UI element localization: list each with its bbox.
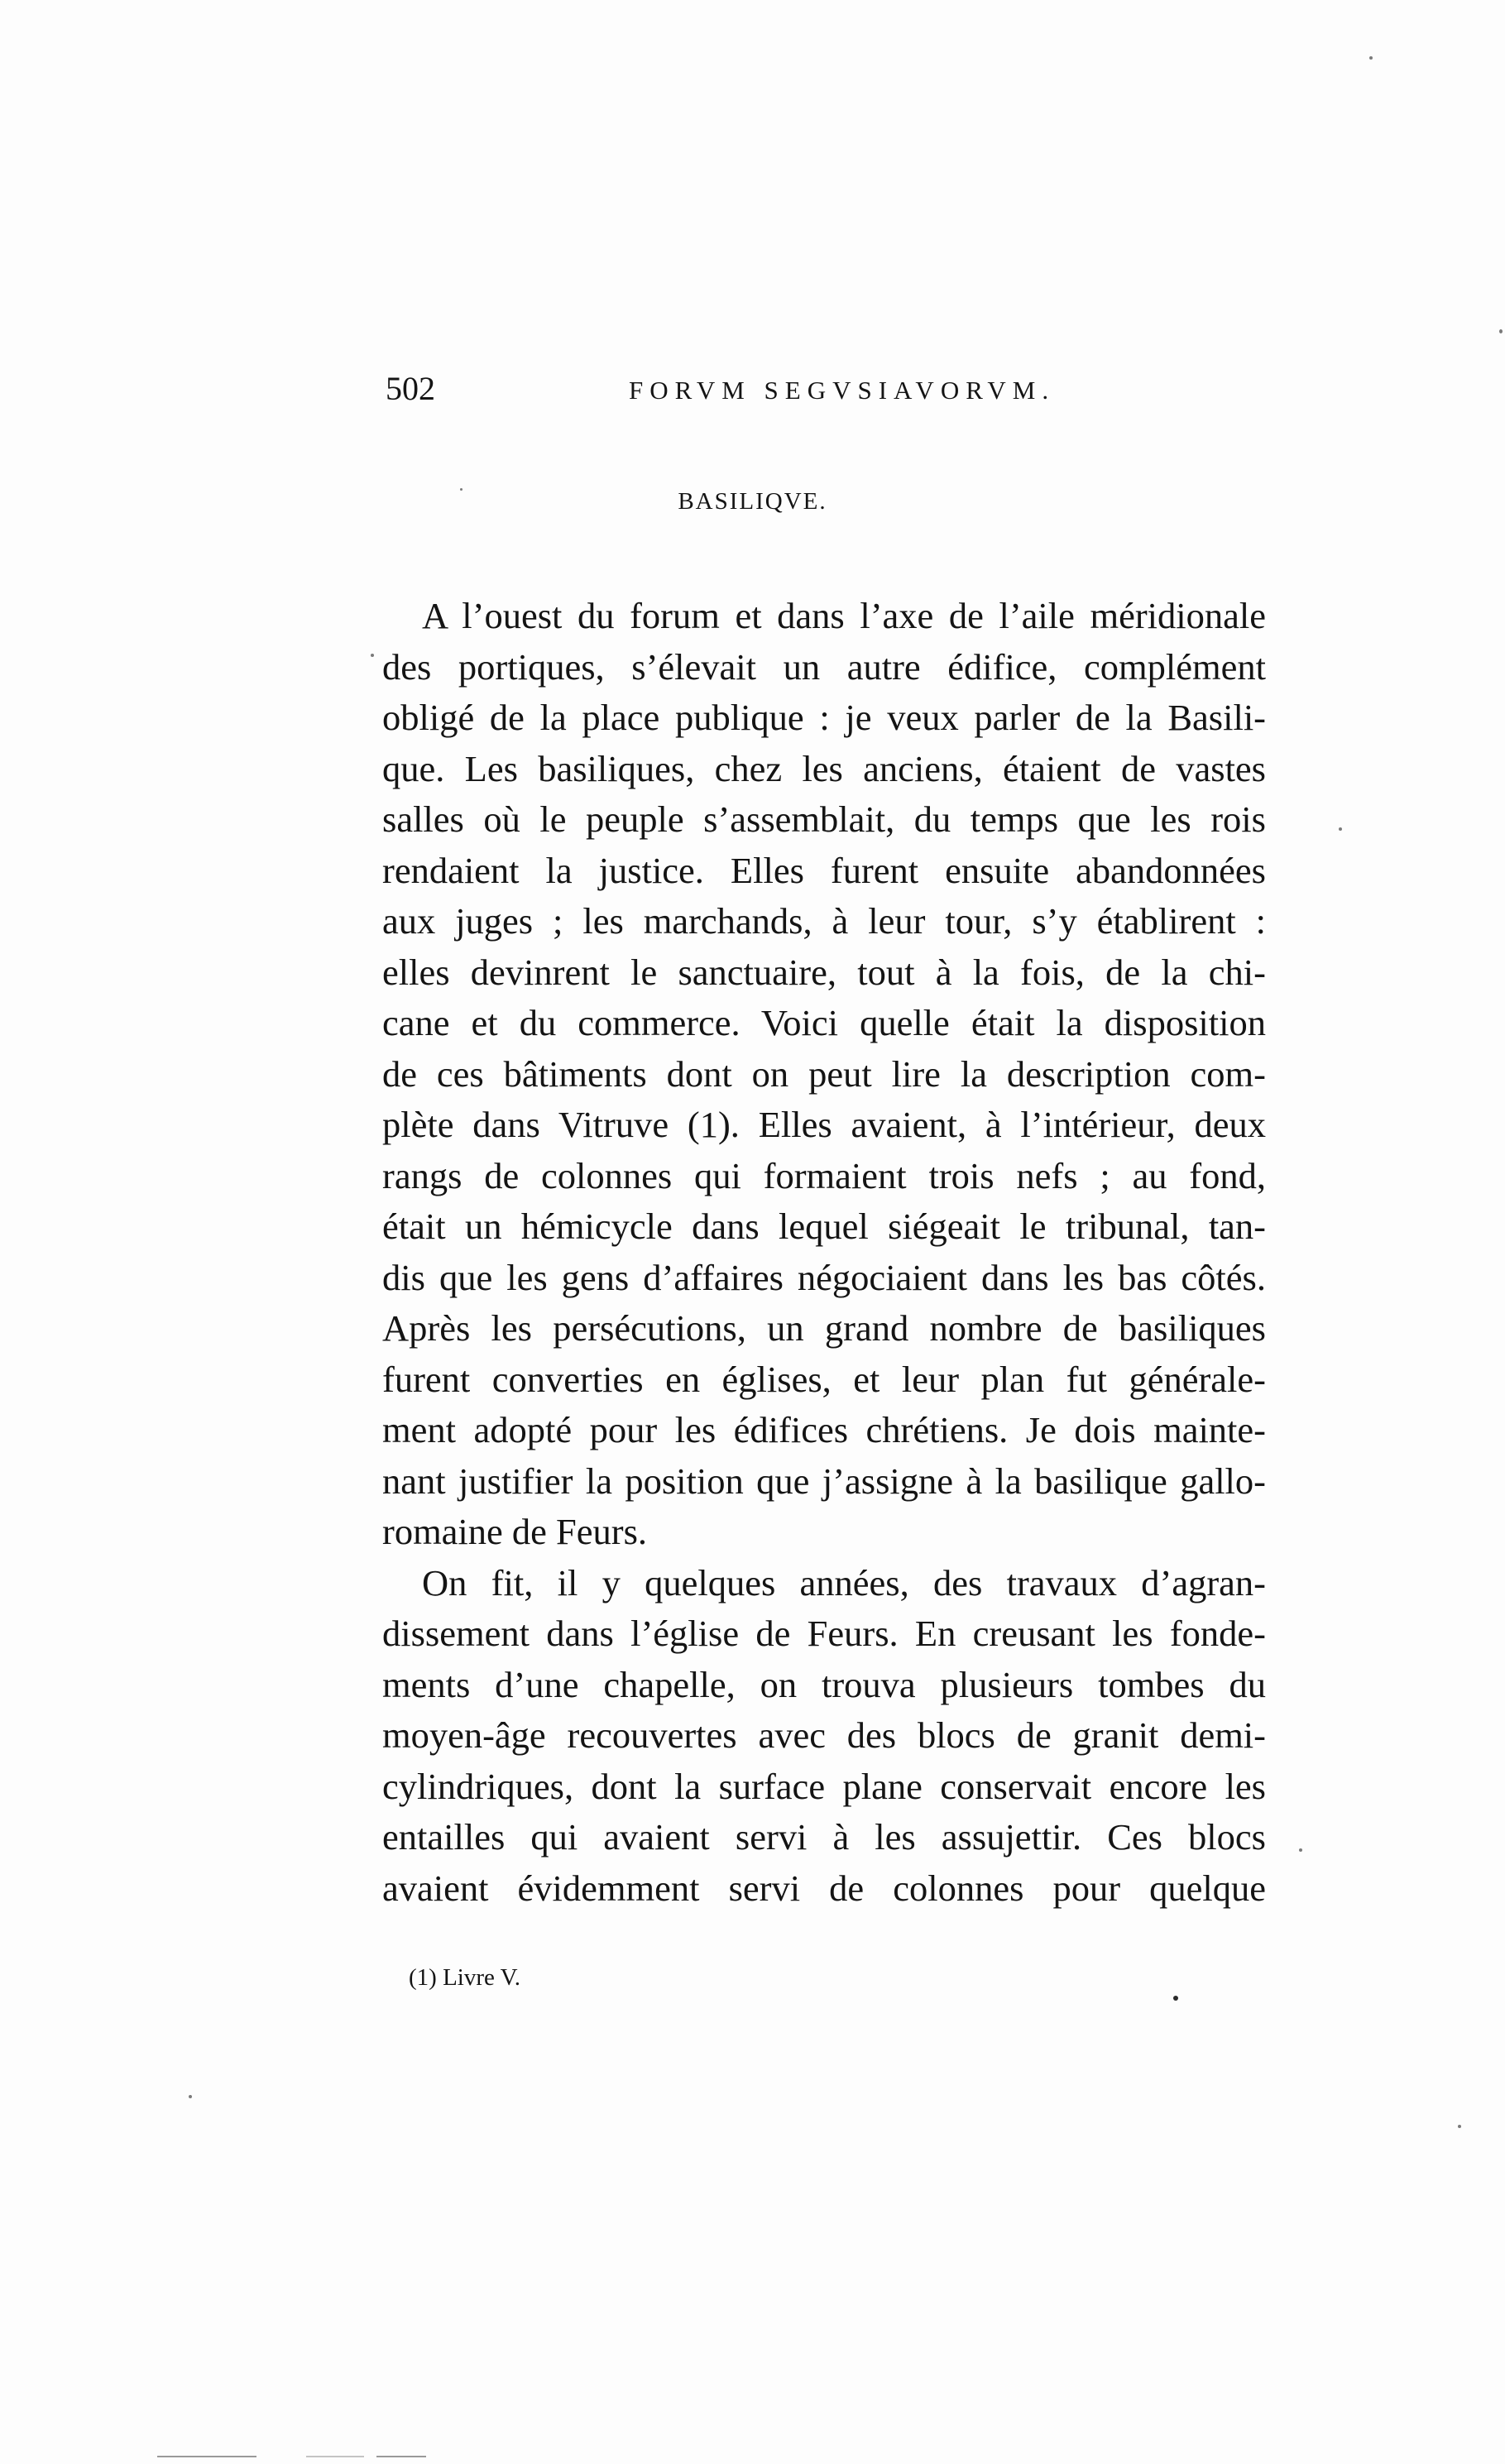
scan-speck (1369, 56, 1373, 60)
text-line: de ces bâtiments dont on peut lire la description com- (382, 1052, 1266, 1095)
scan-speck (1339, 827, 1342, 831)
text-line: dissement dans l’église de Feurs. En creusant les fonde- (382, 1613, 1266, 1654)
running-title: FORVM SEGVSIAVORVM. (629, 376, 1056, 405)
text-line: A l’ouest du forum et dans l’axe de l’aile méridionale (422, 595, 1266, 636)
text-line: plète dans Vitruve (1). Elles avaient, à l’intérieur, deux (382, 1104, 1266, 1145)
text-line: des portiques, s’élevait un autre édifice, complément (382, 645, 1266, 688)
scan-speck (1499, 329, 1503, 333)
section-title: BASILIQVE. (678, 488, 827, 515)
text-line: nant justifier la position que j’assigne à la basilique gallo- (382, 1460, 1266, 1502)
scan-edge-line (157, 2456, 256, 2457)
body-text (382, 591, 1266, 1914)
text-line: aux juges ; les marchands, à leur tour, s’y établirent : (382, 900, 1266, 942)
scan-speck (1299, 1848, 1302, 1852)
page-number: 502 (386, 370, 435, 407)
scan-edge-line (306, 2456, 364, 2457)
scan-speck (1458, 2125, 1461, 2128)
text-line: salles où le peuple s’assemblait, du temps que les rois (382, 798, 1266, 840)
text-line: moyen-âge recouvertes avec des blocs de granit demi- (382, 1714, 1266, 1756)
text-line: romaine de Feurs. (382, 1511, 648, 1552)
text-line: entailles qui avaient servi à les assujettir. Ces blocs (382, 1816, 1266, 1858)
text-line: elles devinrent le sanctuaire, tout à la fois, de la chi- (382, 951, 1266, 993)
scan-edge-line (376, 2456, 426, 2457)
text-line: dis que les gens d’affaires négociaient dans les bas côtés. (382, 1256, 1266, 1298)
text-line: On fit, il y quelques années, des travaux d’agran- (422, 1561, 1266, 1604)
text-line: cane et du commerce. Voici quelle était la disposition (382, 1002, 1266, 1043)
text-line: rangs de colonnes qui formaient trois nefs ; au fond, (382, 1154, 1266, 1196)
text-line: furent converties en églises, et leur plan fut générale- (382, 1358, 1266, 1400)
scan-speck (371, 654, 374, 657)
text-line: que. Les basiliques, chez les anciens, étaient de vastes (382, 747, 1266, 789)
text-line: obligé de la place publique : je veux parler de la Basili- (382, 697, 1266, 738)
footnote: (1) Livre V. (409, 1964, 521, 1991)
text-line: cylindriques, dont la surface plane conservait encore les (382, 1765, 1266, 1807)
text-line: était un hémicycle dans lequel siégeait le tribunal, tan- (382, 1206, 1266, 1247)
scan-speck (460, 488, 463, 491)
text-line: Après les persécutions, un grand nombre de basiliques (382, 1307, 1266, 1349)
scan-speck (189, 2095, 192, 2098)
text-line: ments d’une chapelle, on trouva plusieurs tombes du (382, 1663, 1266, 1705)
text-line: rendaient la justice. Elles furent ensuite abandonnées (382, 849, 1266, 891)
text-line: avaient évidemment servi de colonnes pour quelque (382, 1867, 1266, 1909)
scan-speck (1173, 1996, 1178, 2001)
text-line: ment adopté pour les édifices chrétiens. Je dois mainte- (382, 1409, 1266, 1450)
